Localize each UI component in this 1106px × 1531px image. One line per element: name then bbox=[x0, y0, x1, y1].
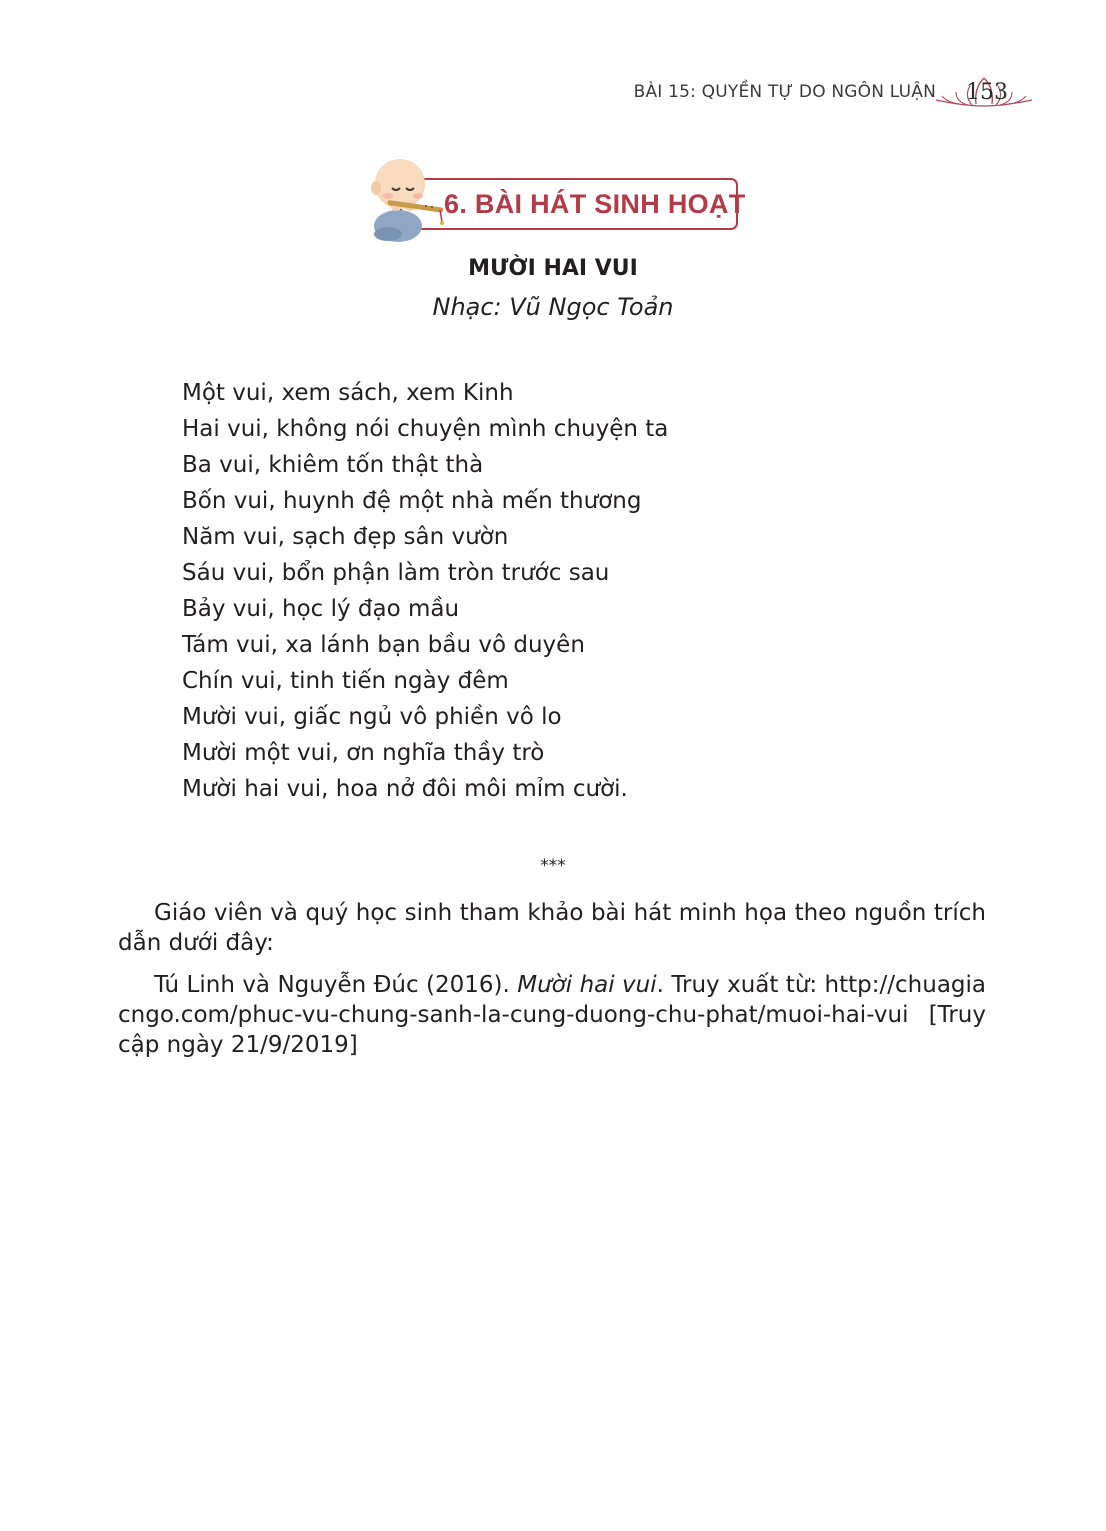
lyric-line: Hai vui, không nói chuyện mình chuyện ta bbox=[182, 416, 669, 442]
lyric-line: Sáu vui, bổn phận làm tròn trước sau bbox=[182, 560, 610, 586]
reference-citation bbox=[118, 970, 986, 1060]
page-header bbox=[0, 76, 1106, 116]
chapter-title: BÀI 15: QUYỀN TỰ DO NGÔN LUẬN bbox=[633, 82, 936, 102]
reference-suffix: . Truy xuất từ: http://chuagiacngo.com/phuc-vu-chung-sanh-la-cung-duong-chu-phat/muoi-hai-vui [Truy cập ngày 21/9/2019] bbox=[118, 972, 986, 1058]
monk-flute-icon bbox=[366, 152, 446, 244]
song-author: Nhạc: Vũ Ngọc Toản bbox=[432, 293, 674, 321]
lyric-line: Tám vui, xa lánh bạn bầu vô duyên bbox=[182, 632, 585, 658]
lyric-line: Một vui, xem sách, xem Kinh bbox=[182, 380, 514, 406]
section-separator: *** bbox=[540, 856, 566, 876]
lyric-line: Bảy vui, học lý đạo mầu bbox=[182, 596, 460, 622]
lyric-line: Mười một vui, ơn nghĩa thầy trò bbox=[182, 740, 545, 766]
lyric-line: Ba vui, khiêm tốn thật thà bbox=[182, 452, 484, 478]
lyric-line: Mười hai vui, hoa nở đôi môi mỉm cười. bbox=[182, 776, 628, 802]
song-title: MƯỜI HAI VUI bbox=[468, 256, 638, 281]
section-title: 6. BÀI HÁT SINH HOẠT bbox=[444, 189, 746, 219]
lyric-line: Năm vui, sạch đẹp sân vườn bbox=[182, 524, 509, 550]
lyric-line: Mười vui, giấc ngủ vô phiền vô lo bbox=[182, 704, 562, 730]
teacher-note: Giáo viên và quý học sinh tham khảo bài hát minh họa theo nguồn trích dẫn dưới đây: bbox=[118, 900, 986, 956]
reference-prefix: Tú Linh và Nguyễn Đúc (2016). bbox=[154, 972, 518, 998]
section-badge bbox=[366, 152, 746, 244]
lyric-line: Bốn vui, huynh đệ một nhà mến thương bbox=[182, 488, 642, 514]
lyric-line: Chín vui, tinh tiến ngày đêm bbox=[182, 668, 509, 694]
reference-title: Mười hai vui bbox=[517, 972, 657, 998]
lyrics-list bbox=[182, 375, 668, 807]
page-number: 153 bbox=[966, 80, 1008, 105]
